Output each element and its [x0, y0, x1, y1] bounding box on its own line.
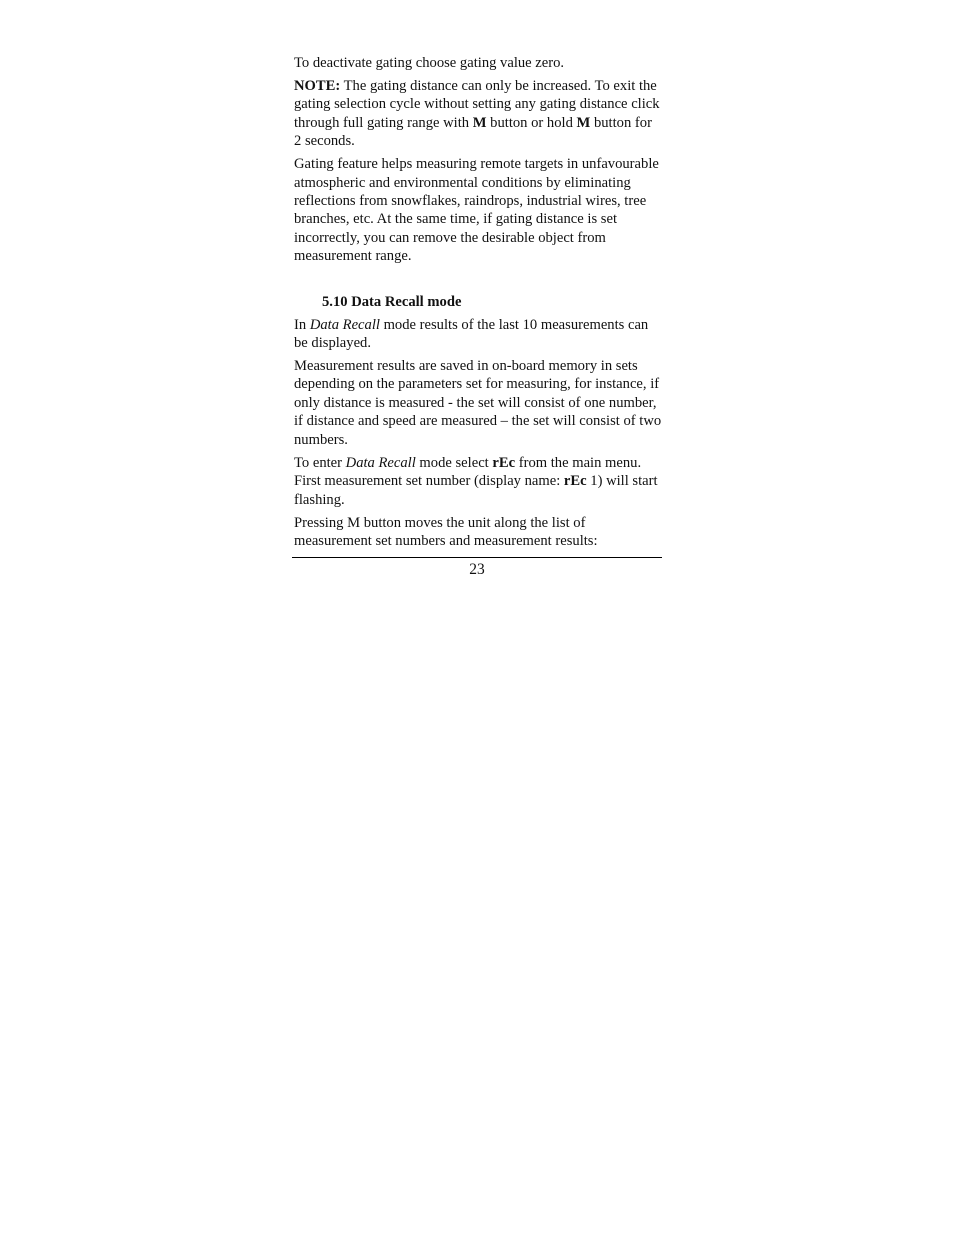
paragraph-gating-note: [294, 77, 662, 151]
text-segment: To enter: [294, 454, 346, 471]
text-segment: mode results of the last 10 measurements can be displayed.: [294, 316, 649, 352]
page-body: [294, 54, 662, 555]
text-segment: In: [294, 316, 310, 333]
text-segment: button for 2 seconds.: [294, 114, 652, 150]
footer-divider: [292, 557, 662, 558]
m-button-label: M: [472, 114, 487, 131]
paragraph-gating-feature: [294, 155, 662, 265]
m-button-label: M: [576, 114, 591, 131]
note-label: NOTE:: [294, 78, 341, 94]
text-segment: button or hold: [486, 114, 577, 131]
paragraph-gating-deactivate: [294, 54, 662, 72]
section-heading: 5.10 Data Recall mode: [322, 293, 462, 310]
paragraph-pressing-m: [294, 514, 662, 551]
text-segment: To deactivate gating choose gating value zero.: [294, 55, 565, 71]
data-recall-term: Data Recall: [345, 454, 416, 471]
paragraph-measurement-sets: [294, 357, 662, 449]
text-segment: mode select: [415, 454, 493, 471]
page-number: 23: [469, 561, 485, 578]
text-segment: Gating feature helps measuring remote targets in unfavourable atmospheric and environmental conditions by eliminating reflections from snowflakes, raindrops, industrial wires, tree branches, etc. At the same time, if gating distance is set incorrectly, you can remove the desirable object from measurement range.: [294, 156, 659, 265]
text-segment: Pressing M button moves the unit along the list of measurement set numbers and measurement results:: [294, 514, 598, 549]
text-segment: 1) will start flashing.: [294, 473, 658, 508]
data-recall-term: Data Recall: [309, 316, 380, 333]
text-segment: Measurement results are saved in on-board memory in sets depending on the parameters set for measuring, for instance, if only distance is measured - the set will consist of one number, if distance and speed are measured – the set will consist of two numbers.: [294, 358, 662, 448]
rec-display-code: rEc: [563, 473, 587, 490]
paragraph-data-recall-intro: [294, 316, 662, 353]
rec-menu-code: rEc: [492, 454, 516, 471]
paragraph-enter-data-recall: [294, 454, 662, 509]
text-segment: The gating distance can only be increased. To exit the gating selection cycle without setting any gating distance click through full gating range with: [294, 78, 660, 131]
text-segment: from the main menu. First measurement set number (display name:: [294, 454, 642, 490]
